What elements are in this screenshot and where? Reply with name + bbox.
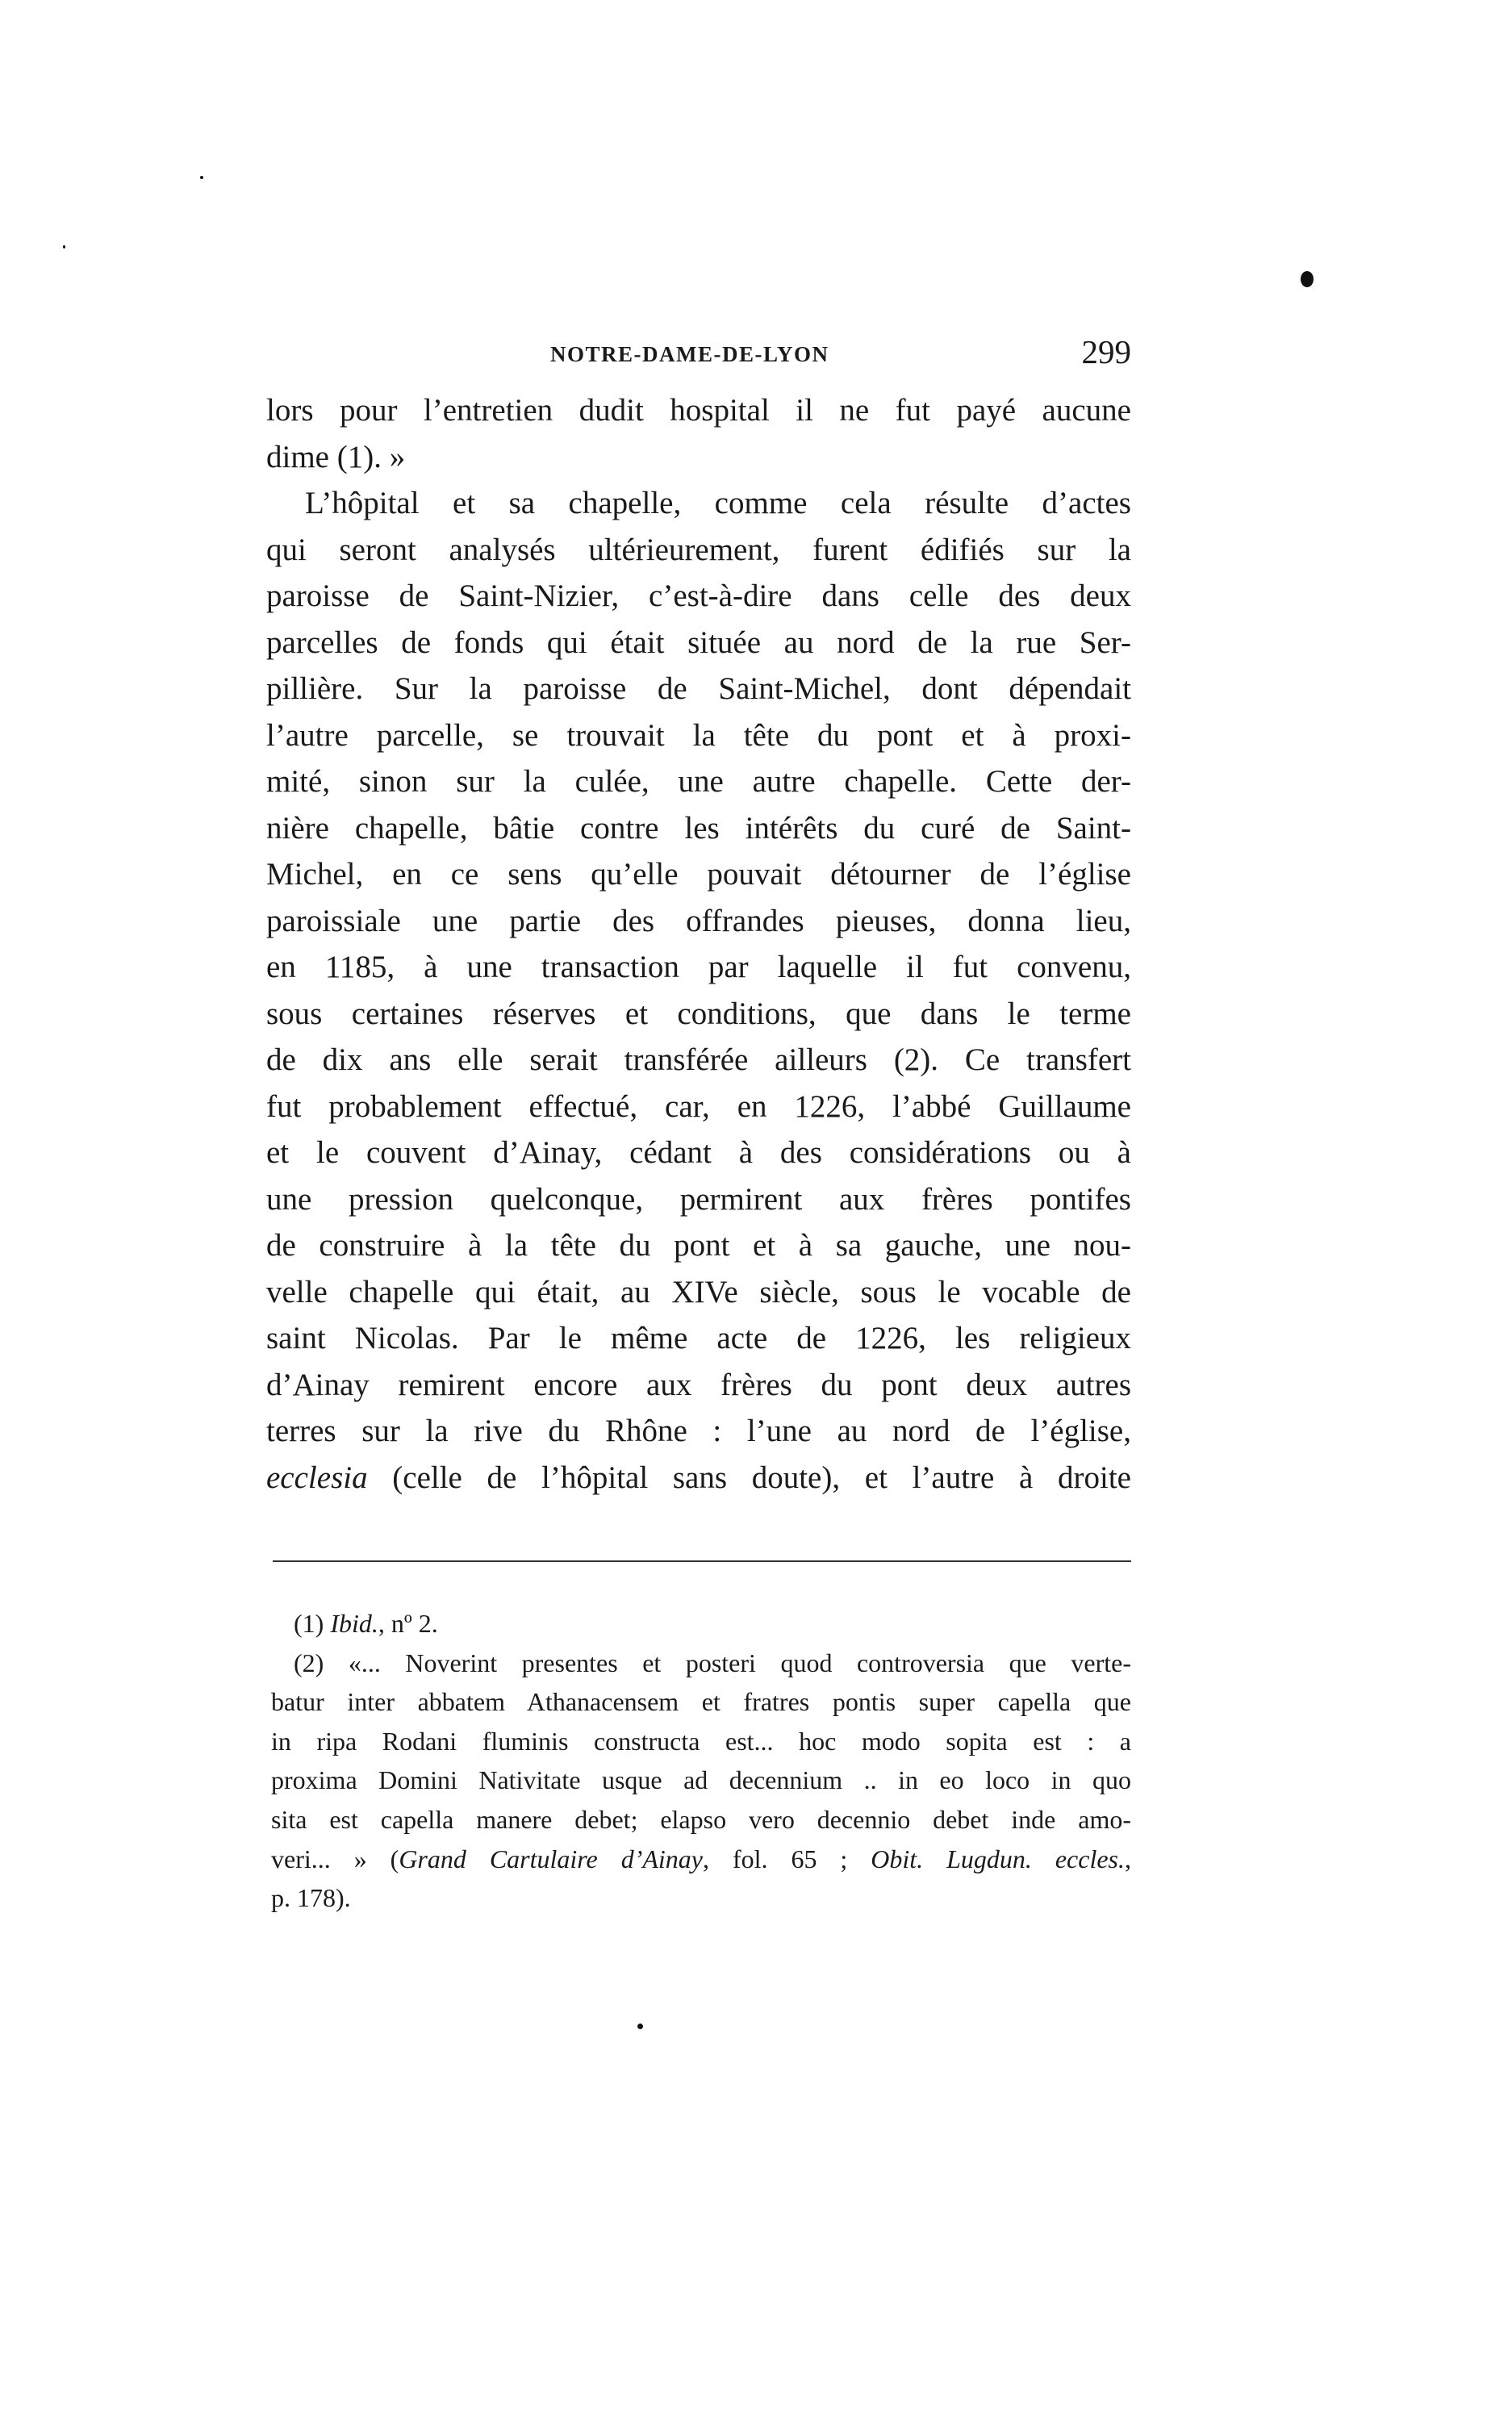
ink-speck <box>637 2024 643 2029</box>
footnote-2-line <box>271 1840 1131 1879</box>
footnote-italic: Grand Cartulaire d’Ainay <box>399 1844 704 1873</box>
ink-speck <box>1301 271 1314 287</box>
text-line: paroisse de Saint-Nizier, c’est-à-dire dans celle des deux <box>266 578 1131 613</box>
text-line: mité, sinon sur la culée, une autre chapelle. Cette der- <box>266 764 1131 799</box>
text-line: paroissiale une partie des offrandes pieuses, donna lieu, <box>266 903 1131 938</box>
ink-speck <box>200 176 203 179</box>
page-number: 299 <box>1081 333 1131 370</box>
footnote-2-line: in ripa Rodani fluminis constructa est... hoc modo sopita est : a <box>271 1726 1131 1756</box>
footnote-2-line: sita est capella manere debet; elapso vero decennio debet inde amo- <box>271 1804 1131 1834</box>
footnote-text: , fol. 65 ; <box>703 1844 871 1873</box>
footnote-italic: Obit. Lugdun. eccles. <box>871 1844 1126 1873</box>
footnote-2-line: p. 178). <box>271 1883 351 1913</box>
footnote-1 <box>271 1604 1131 1644</box>
text-line: L’hôpital et sa chapelle, comme cela résulte d’actes <box>305 486 1131 520</box>
text-line: Michel, en ce sens qu’elle pouvait détourner de l’église <box>266 857 1131 892</box>
text-line: de construire à la tête du pont et à sa gauche, une nou- <box>266 1228 1131 1263</box>
text-line: nière chapelle, bâtie contre les intérêts du curé de Saint- <box>266 810 1131 846</box>
footnote-divider <box>273 1560 1131 1562</box>
text-line: sous certaines réserves et conditions, que dans le terme <box>266 996 1131 1031</box>
text-line: de dix ans elle serait transférée ailleurs (2). Ce transfert <box>266 1042 1131 1077</box>
body-text <box>266 387 1131 1501</box>
text-line: qui seront analysés ultérieurement, furent édifiés sur la <box>266 532 1131 567</box>
footnote-text: , <box>1125 1844 1132 1873</box>
text-line: velle chapelle qui était, au XIVe siècle, sous le vocable de <box>266 1274 1131 1309</box>
running-title: NOTRE-DAME-DE-LYON <box>550 342 829 366</box>
footnote-2-line: batur inter abbatem Athanacensem et fratres pontis super capella que <box>271 1687 1131 1717</box>
italic-word: ecclesia <box>266 1460 368 1495</box>
footnotes <box>271 1604 1131 1918</box>
ink-speck <box>63 245 65 249</box>
footnote-text: , nº 2. <box>378 1609 438 1638</box>
footnote-marker: (1) <box>294 1609 324 1638</box>
text-line: terres sur la rive du Rhône : l’une au nord de l’église, <box>266 1414 1131 1448</box>
text-line: parcelles de fonds qui était située au nord de la rue Ser- <box>266 624 1131 660</box>
text-line: lors pour l’entretien dudit hospital il ne fut payé aucune <box>266 393 1131 428</box>
footnote-text: veri... » ( <box>271 1844 399 1873</box>
text-line: saint Nicolas. Par le même acte de 1226, les religieux <box>266 1321 1131 1355</box>
text-line: et le couvent d’Ainay, cédant à des considérations ou à <box>266 1135 1131 1170</box>
text-line: l’autre parcelle, se trouvait la tête du pont et à proxi- <box>266 717 1131 753</box>
text-line: en 1185, à une transaction par laquelle il fut convenu, <box>266 950 1131 984</box>
text-line: une pression quelconque, permirent aux frères pontifes <box>266 1181 1131 1217</box>
text-line: dime (1). » <box>266 439 406 474</box>
page-header <box>266 333 1131 378</box>
text-line: d’Ainay remirent encore aux frères du pont deux autres <box>266 1367 1131 1402</box>
text-line: fut probablement effectué, car, en 1226, l’abbé Guillaume <box>266 1088 1131 1124</box>
text-line: pillière. Sur la paroisse de Saint-Michel, dont dépendait <box>266 671 1131 706</box>
text-line-last <box>266 1455 1131 1502</box>
footnote-italic: Ibid. <box>330 1609 378 1638</box>
text-run: (celle de l’hôpital sans doute), et l’autre à droite <box>367 1460 1131 1495</box>
footnote-2-line: (2) «... Noverint presentes et posteri quod controversia que verte- <box>294 1648 1131 1677</box>
footnote-2-line: proxima Domini Nativitate usque ad decennium .. in eo loco in quo <box>271 1765 1131 1795</box>
